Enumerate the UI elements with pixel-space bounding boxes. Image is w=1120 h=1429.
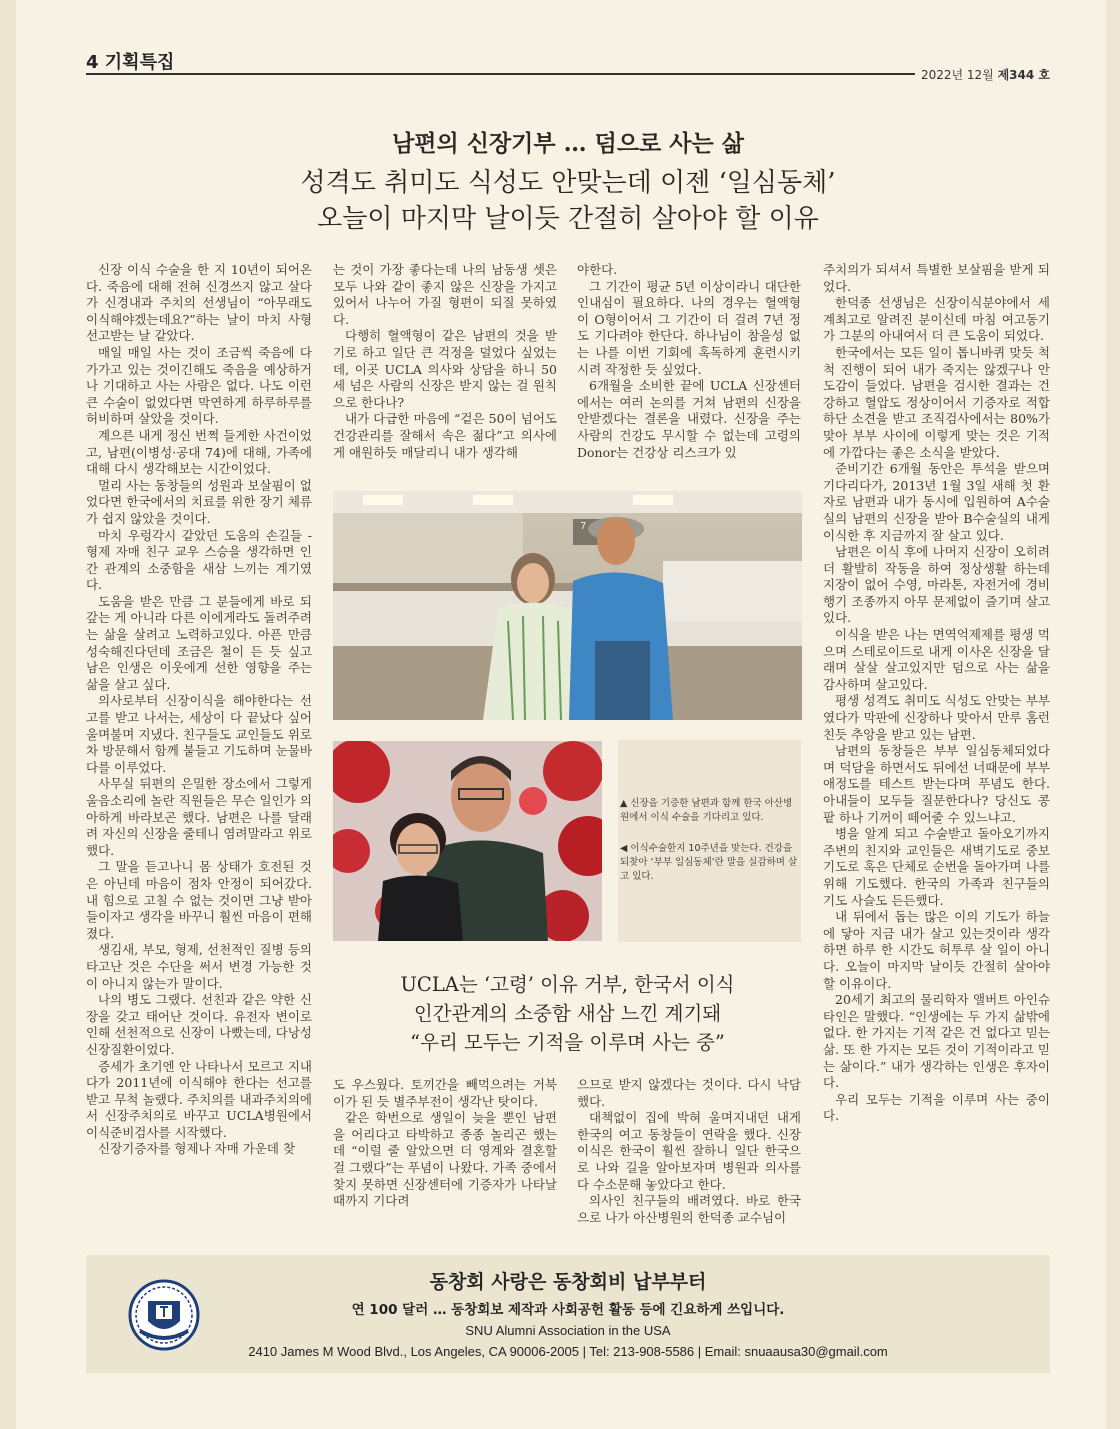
paragraph: 의사인 친구들의 배려였다. 바로 한국으로 나가 아산병원의 한덕종 교수님이	[577, 1193, 801, 1225]
paragraph: 준비기간 6개월 동안은 투석을 받으며 기다리다가, 2013년 1월 3일 새해 첫 환자로 남편과 내가 동시에 입원하여 A수술실의 남편의 신장을 받아 B수술실의 내게 이식한 후 지금까지 잘 살고 있다.	[823, 461, 1050, 543]
article-column-3-top	[577, 262, 801, 461]
paragraph: 신장기증자를 형제나 자매 가운데 찾	[98, 1141, 296, 1157]
photo-sign-number: 7	[580, 521, 587, 532]
subheadline-line-2: 인간관계의 소중함 새삼 느낀 계기돼	[413, 1002, 722, 1025]
header-rule	[86, 73, 1050, 75]
subheadline-line-1: UCLA는 ‘고령’ 이유 거부, 한국서 이식	[400, 973, 735, 996]
issue-date: 2022년 12월	[920, 68, 994, 82]
paragraph: 멀리 사는 동창들의 성원과 보살핌이 없었다면 한국에서의 치료를 위한 장기 체류가 쉽지 않았을 것이다.	[86, 477, 312, 526]
article-column-3-bottom	[577, 1077, 801, 1226]
paragraph: 주치의가 되셔서 특별한 보살핌을 받게 되었다.	[823, 262, 1050, 294]
paragraph: 같은 학번으로 생일이 늦을 뿐인 남편을 어리다고 타박하고 종종 놀리곤 했는데 “이럴 줄 알았으면 더 영계와 결혼할 걸 그랬다”는 푸념이 나왔다. 가족 중에서 찾지 못하면 신장센터에 기증자가 나타날 때까지 기다려	[333, 1110, 557, 1209]
paragraph: 대책없이 집에 박혀 울며지내던 내게 한국의 여고 동창들이 연락을 했다. 신장이식은 한국이 훨씬 잘하니 일단 한국으로 나와 길을 알아보자며 병원과 의사를 다 수소문해 놓았다고 한다.	[577, 1110, 801, 1192]
article-column-4	[823, 262, 1050, 1125]
banner-subtitle: 연 100 달러 … 동창회보 제작과 사회공헌 활동 등에 긴요하게 쓰입니다.	[351, 1302, 785, 1318]
paragraph: 야한다.	[577, 262, 618, 277]
headline-line-3: 오늘이 마지막 날이듯 간절히 살아야 할 이유	[317, 204, 819, 234]
page-left-edge	[0, 0, 16, 1429]
paragraph: 생김새, 부모, 형제, 선천적인 질병 등의 타고난 것은 수단을 써서 변경 가능한 것이 아니지 않는가 말이다.	[86, 942, 312, 991]
paragraph: 평생 성격도 취미도 식성도 안맞는 부부였다가 막판에 신장하나 맞아서 만루 홈런 친듯 추앙을 받고 있는 남편.	[823, 693, 1050, 742]
article-column-2-top	[333, 262, 557, 461]
paragraph: 계으른 내게 정신 번쩍 들게한 사건이었고, 남편(이병성·공대 74)에 대해, 가족에 대해 다시 생각해보는 시간이었다.	[86, 427, 312, 477]
article-column-1	[86, 262, 312, 1158]
section-label: 4 기획특집	[86, 52, 175, 73]
alumni-dues-banner	[86, 1255, 1050, 1373]
paragraph: 20세기 최고의 물리학자 앨버트 아인슈타인은 말했다. “인생에는 두 가지 삶밖에 없다. 한 가지는 기적 같은 건 없다고 믿는 삶. 또 한 가지는 모든 것이 기적이라고 믿는 삶이다.” 내가 생각하는 인생은 후자이다.	[823, 992, 1050, 1091]
paragraph: 의사로부터 신장이식을 해야한다는 선고를 받고 나서는, 세상이 다 끝났다 싶어 울며불며 지냈다. 친구들도 교인들도 위로 차 방문해서 함께 붙들고 기도하며 눈물바다를 이루었다.	[86, 693, 312, 775]
headline-line-1: 남편의 신장기부 … 덤으로 사는 삶	[392, 130, 744, 157]
paragraph: 사무실 뒤편의 은밀한 장소에서 그렇게 울음소리에 놀란 직원들은 무슨 일인가 의아하게 바라보곤 했다. 남편은 나를 달래려 자신의 신장을 줄테니 염려말라고 위로했다.	[86, 776, 312, 858]
caption-2: ◀ 이식수술한지 10주년을 맞는다. 건강을 되찾아 ‘부부 일심동체’란 말을 실감하며 살고 있다.	[620, 843, 798, 882]
issue-info	[915, 66, 1050, 83]
paragraph: 으므로 받지 않겠다는 것이다. 다시 낙담했다.	[577, 1077, 801, 1109]
paragraph: 신장 이식 수술을 한 지 10년이 되어온다. 죽음에 대해 전혀 신경쓰지 않고 살다가 신경내과 주치의 선생님이 “아무래도 이식해야겠는데요?”하는 날이 마치 사형 선고받는 날 같았다.	[86, 262, 312, 344]
paragraph: 마치 우렁각시 같았던 도움의 손길들 - 형제 자매 친구 교우 스승을 생각하면 인간 관계의 소중함을 새삼 느끼는 계기였다.	[86, 527, 312, 593]
paragraph: 한덕종 선생님은 신장이식분야에서 세계최고로 알려진 분이신데 마침 여고동기가 그분의 아내여서 더 큰 도움이 되었다.	[823, 295, 1050, 344]
paragraph: 나의 병도 그랬다. 선친과 같은 약한 신장을 갖고 태어난 것이다. 유전자 변이로 인해 선천적으로 신장이 나빴는데, 다낭성 신장질환이었다.	[86, 992, 312, 1057]
paragraph: 이식을 받은 나는 면역억제제를 평생 먹으며 스테로이드로 내게 이사온 신장을 달래며 살살 살고있지만 덤으로 사는 삶을 감사하며 살고있다.	[823, 627, 1050, 692]
caption-box	[618, 740, 801, 942]
headline-line-2: 성격도 취미도 식성도 안맞는데 이젠 ‘일심동체’	[300, 168, 836, 198]
article-column-2-bottom	[333, 1077, 557, 1210]
banner-title: 동창회 사랑은 동창회비 납부부터	[429, 1271, 707, 1293]
subheadline-line-3: “우리 모두는 기적을 이루며 사는 중”	[410, 1031, 725, 1054]
issue-number: 제344 호	[997, 68, 1050, 82]
banner-org: SNU Alumni Association in the USA	[465, 1323, 671, 1338]
hospital-photo	[333, 491, 802, 720]
paragraph: 도움을 받은 만큼 그 분들에게 바로 되갚는 게 아니라 다른 이에게라도 돌려주려는 삶을 살려고 노력하고있다. 아픈 만큼 성숙해진다던데 조금은 철이 든 듯 싶고 남은 인생은 이웃에게 선한 영향을 주는 삶을 살고 싶다.	[86, 593, 312, 692]
paragraph: 6개월을 소비한 끝에 UCLA 신장센터에서는 여러 논의를 거쳐 남편의 신장을 안받겠다는 결론을 내렸다. 신장을 주는 사람의 건강도 무시할 수 없는데 고령의 Donor는 건강상 리스크가 있	[577, 378, 801, 460]
paragraph: 증세가 초기엔 안 나타나서 모르고 지내다가 2011년에 이식해야 한다는 선고를 받고 무척 놀랬다. 주치의를 내과주치의에서 신장주치의로 바꾸고 UCLA병원에서 이식준비검사를 시작했다.	[86, 1058, 312, 1140]
paragraph: 내가 다급한 마음에 “겉은 50이 넘어도 건강관리를 잘해서 속은 젊다”고 의사에게 애원하듯 매달리니 내가 생각해	[333, 411, 557, 460]
paragraph: 그 말을 듣고나니 몸 상태가 호전된 것은 아닌데 마음이 점차 안정이 되어갔다. 내 힘으로 고칠 수 없는 것이면 그냥 받아들이자고 생각을 바꾸니 훨씬 마음이 편해졌다.	[86, 859, 312, 941]
paragraph: 매일 매일 사는 것이 조금씩 죽음에 다가가고 있는 것이긴해도 죽음을 예상하거나 기대하고 사는 사람은 없다. 나도 이런 큰 수술이 없었다면 막연하게 하루하루를 허비하며 살았을 것이다.	[86, 344, 312, 427]
paragraph: 다행히 혈액형이 같은 남편의 것을 받기로 하고 일단 큰 걱정을 덜었다 싶었는데, 이곳 UCLA 의사와 상담을 하니 50세 넘은 사람의 신장은 받지 않는 걸 원칙으로 한다나?	[333, 328, 557, 410]
paragraph: 내 뒤에서 돕는 많은 이의 기도가 하늘에 닿아 지금 내가 살고 있는것이라 생각하면 하루 한 시간도 허투루 살 일이 아니다. 오늘이 마지막 날이듯 간절히 살아야 할 이유이다.	[823, 909, 1050, 991]
paragraph: 한국에서는 모든 일이 톱니바퀴 맞듯 척척 진행이 되어 내가 죽지는 않겠구나 안도감이 들었다. 남편을 검시한 결과는 건강하고 혈압도 정상이어서 기증자로 적합하단 소견을 받고 조직검사에서는 80%가 맞아 부부 사이에 이렇게 맞는 것은 기적에 가깝다는 좋은 소식을 받았다.	[823, 344, 1050, 460]
paragraph: 남편의 동창들은 부부 일심동체되었다며 덕담을 하면서도 뒤에선 너때문에 부부 애정도를 테스트 받는다며 푸념도 한다. 아내들이 모두들 질문한다나? 당신도 콩팥 하나 기꺼이 떼어줄 수 있느냐고.	[823, 743, 1050, 825]
couple-balloon-photo	[333, 741, 602, 941]
paragraph: 그 기간이 평균 5년 이상이라니 대단한 인내심이 필요하다. 나의 경우는 혈액형이 O형이어서 그 기간이 더 걸려 7년 정도 기다려야 한단다. 하나님이 참을성 없는 나를 이번 기회에 혹독하게 훈련시키시려 작정한 듯 싶었다.	[577, 278, 801, 377]
paragraph: 도 우스웠다. 토끼간을 빼먹으려는 거북이가 된 듯 별주부전이 생각난 탓이다.	[333, 1077, 557, 1109]
paragraph: 는 것이 가장 좋다는데 나의 남동생 셋은 모두 나와 같이 좋지 않은 신장을 가지고 있어서 나누어 가질 형편이 되질 못하였다.	[333, 262, 557, 327]
paragraph: 남편은 이식 후에 나머지 신장이 오히려 더 활발히 작동을 하여 정상생활 하는데 지장이 없어 수영, 마라톤, 자전거에 경비행기 조종까지 아무 문제없이 즐기며 살고있다.	[823, 544, 1050, 626]
banner-address: 2410 James M Wood Blvd., Los Angeles, CA 90006-2005 | Tel: 213-908-5586 | Email: snuaausa30@gmail.com	[248, 1344, 888, 1359]
caption-1: ▲ 신장을 기증한 남편과 함께 한국 아산병원에서 이식 수술을 기다리고 있다.	[620, 798, 793, 823]
paragraph: 우리 모두는 기적을 이루며 사는 중이다.	[823, 1091, 1050, 1124]
page-right-edge	[1106, 0, 1120, 1429]
paragraph: 병을 알게 되고 수술받고 돌아오기까지 주변의 친지와 교인들은 새벽기도로 중보 기도로 혹은 단체로 순번을 돌아가며 나를 위해 기도했다. 한국의 가족과 친구들의 기도 사슬도 든든했다.	[823, 826, 1050, 908]
